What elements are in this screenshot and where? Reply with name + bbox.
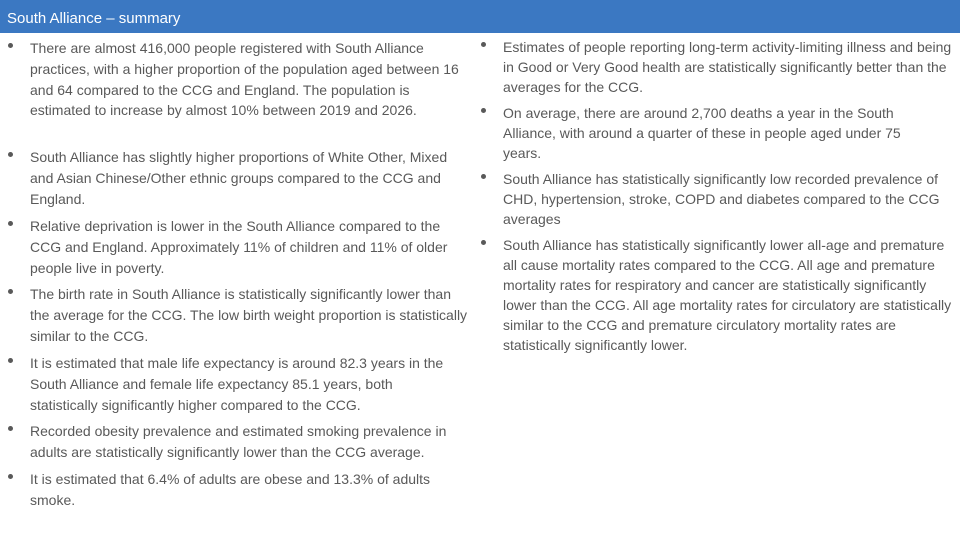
list-item: The birth rate in South Alliance is statistically significantly lower than the average for the CCG. The low birth weight proportion is statistically similar to the CCG. xyxy=(30,286,468,344)
header-bar xyxy=(0,0,960,33)
page-title: South Alliance – summary xyxy=(7,10,181,27)
list-item: South Alliance has statistically significantly low recorded prevalence of CHD, hypertension, stroke, COPD and diabetes compared to the CCG averages xyxy=(503,171,940,227)
bullet-dot xyxy=(8,221,13,226)
bullet-dot xyxy=(8,152,13,157)
list-item: There are almost 416,000 people registered with South Alliance practices, with a higher proportion of the population aged between 16 and 64 compared to the CCG and England. The population is estimated to increase by almost 10% between 2019 and 2026. xyxy=(30,40,459,119)
list-item: It is estimated that male life expectancy is around 82.3 years in the South Alliance and female life expectancy 85.1 years, both statistically significantly higher compared to the CCG. xyxy=(30,355,444,413)
bullet-dot xyxy=(8,43,13,48)
list-item: Relative deprivation is lower in the South Alliance compared to the CCG and England. Approximately 11% of children and 11% of older people live in poverty. xyxy=(30,218,448,276)
list-item: Estimates of people reporting long-term activity-limiting illness and being in Good or Very Good health are statistically significantly better than the averages for the CCG. xyxy=(503,39,952,95)
bullet-dot xyxy=(481,174,486,179)
bullet-dot xyxy=(8,474,13,479)
bullet-dot xyxy=(481,42,486,47)
list-item: South Alliance has statistically significantly lower all-age and premature all cause mortality rates compared to the CCG. All age and premature mortality rates for respiratory and cancer are statistically significantly lower than the CCG. All age mortality rates for circulatory are statistically similar to the CCG and premature circulatory mortality rates are statistically significantly lower. xyxy=(503,237,952,353)
list-item: Recorded obesity prevalence and estimated smoking prevalence in adults are statistically significantly lower than the CCG average. xyxy=(30,423,447,460)
bullet-dot xyxy=(8,289,13,294)
list-item: South Alliance has slightly higher proportions of White Other, Mixed and Asian Chinese/Other ethnic groups compared to the CCG and England. xyxy=(30,149,448,207)
bullet-dot xyxy=(481,240,486,245)
list-item: On average, there are around 2,700 deaths a year in the South Alliance, with around a quarter of these in people aged under 75 years. xyxy=(503,105,901,161)
bullet-dot xyxy=(8,426,13,431)
bullet-dot xyxy=(8,358,13,363)
list-item: It is estimated that 6.4% of adults are obese and 13.3% of adults smoke. xyxy=(30,471,431,508)
bullet-dot xyxy=(481,108,486,113)
